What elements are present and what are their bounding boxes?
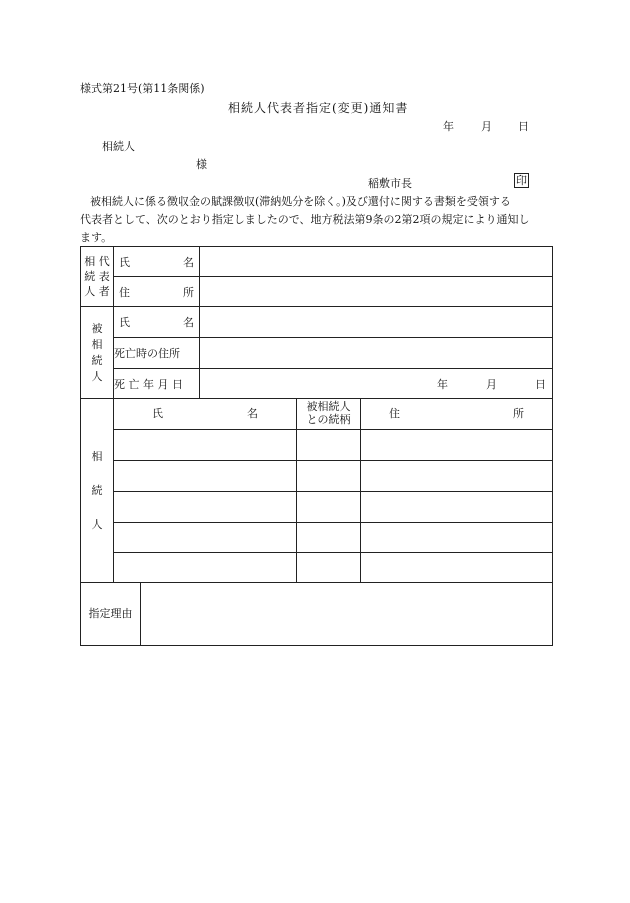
death-date-input-cell[interactable] <box>200 369 553 399</box>
deceased-name-label-cell <box>114 307 200 338</box>
table-row <box>81 491 553 522</box>
heir-address-cell[interactable] <box>361 552 553 582</box>
deceased-name-label-b: 名 <box>183 316 194 329</box>
heirs-col-name-a: 氏 <box>152 407 163 421</box>
reason-input-cell[interactable] <box>141 582 553 645</box>
heir-relation-cell[interactable] <box>297 491 361 522</box>
deceased-name-input-cell[interactable] <box>200 307 553 338</box>
representative-label-cell <box>81 247 114 307</box>
heirs-col-relation <box>297 398 361 429</box>
heirs-label <box>81 448 113 532</box>
label-char: 続 表 <box>84 270 110 283</box>
table-row <box>81 247 553 277</box>
heir-address-cell[interactable] <box>361 522 553 552</box>
table-row <box>81 552 553 582</box>
reason-table <box>80 582 553 646</box>
heirs-col-name-b: 名 <box>247 407 258 421</box>
rep-name-label-a: 氏 <box>119 255 130 269</box>
death-date-month: 月 <box>486 377 497 391</box>
heir-address-cell[interactable] <box>361 460 553 491</box>
heirs-col-address-a: 住 <box>389 407 400 421</box>
label-char: 人 <box>91 369 103 383</box>
deceased-label <box>81 321 113 385</box>
document-title: 相続人代表者指定(変更)通知書 <box>228 101 409 115</box>
heirs-table <box>80 398 553 583</box>
label-char: 被 <box>91 321 103 335</box>
heirs-col-relation-line2: との続柄 <box>306 413 351 427</box>
representative-label <box>81 254 113 299</box>
honorific-sama: 様 <box>196 158 207 171</box>
deceased-label-cell <box>81 307 114 399</box>
reason-label-cell <box>81 582 141 645</box>
rep-address-input-cell[interactable] <box>200 277 553 307</box>
heir-name-cell[interactable] <box>114 552 297 582</box>
label-char: 続 <box>91 353 103 367</box>
date-day-label: 日 <box>518 120 529 133</box>
death-date-label: 死 亡 年 月 日 <box>114 377 183 391</box>
rep-name-label-b: 名 <box>183 255 194 269</box>
deceased-name-label-a: 氏 <box>119 316 130 329</box>
deceased-address-label-cell <box>114 338 200 369</box>
body-text-line-3: ます。 <box>80 231 113 244</box>
issuer-name: 稲敷市長 <box>368 177 412 190</box>
deceased-address-input-cell[interactable] <box>200 338 553 369</box>
table-row <box>81 460 553 491</box>
death-date-day: 日 <box>535 377 546 391</box>
heirs-col-name <box>114 398 297 429</box>
body-text-line-2: 代表者として、次のとおり指定しましたので、地方税法第9条の2第2項の規定により通知し <box>80 213 530 226</box>
seal-stamp-label: 印 <box>516 174 527 187</box>
table-row <box>81 277 553 307</box>
heir-relation-cell[interactable] <box>297 429 361 460</box>
deceased-address-label: 死亡時の住所 <box>114 347 180 360</box>
form-number: 様式第21号(第11条関係) <box>80 82 205 95</box>
heir-name-cell[interactable] <box>114 429 297 460</box>
table-row <box>81 398 553 429</box>
heir-address-cell[interactable] <box>361 429 553 460</box>
reason-label: 指定理由 <box>88 607 133 621</box>
info-table <box>80 246 553 399</box>
heir-relation-cell[interactable] <box>297 552 361 582</box>
rep-address-label-b: 所 <box>183 285 194 299</box>
heirs-label-cell <box>81 398 114 582</box>
heir-relation-cell[interactable] <box>297 522 361 552</box>
label-char: 人 <box>91 517 103 531</box>
date-year-label: 年 <box>443 120 454 133</box>
rep-name-label-cell <box>114 247 200 277</box>
table-row <box>81 429 553 460</box>
addressee-label: 相続人 <box>102 140 135 153</box>
label-char: 相 <box>91 337 103 351</box>
heir-relation-cell[interactable] <box>297 460 361 491</box>
seal-stamp <box>514 173 529 188</box>
table-row <box>81 522 553 552</box>
label-char: 続 <box>91 483 103 497</box>
rep-name-input-cell[interactable] <box>200 247 553 277</box>
table-row <box>81 369 553 399</box>
death-date-label-cell <box>114 369 200 399</box>
heir-name-cell[interactable] <box>114 460 297 491</box>
heir-name-cell[interactable] <box>114 522 297 552</box>
heirs-col-address <box>361 398 553 429</box>
table-row <box>81 582 553 645</box>
heir-name-cell[interactable] <box>114 491 297 522</box>
rep-address-label-a: 住 <box>119 285 130 299</box>
heirs-col-relation-line1: 被相続人 <box>306 400 351 414</box>
date-month-label: 月 <box>481 120 492 133</box>
label-char: 人 者 <box>84 285 110 298</box>
table-row <box>81 338 553 369</box>
heirs-col-address-b: 所 <box>513 407 524 421</box>
rep-address-label-cell <box>114 277 200 307</box>
death-date-year: 年 <box>437 377 448 391</box>
table-row <box>81 307 553 338</box>
body-text-line-1: 被相続人に係る徴収金の賦課徴収(滞納処分を除く。)及び還付に関する書類を受領する <box>90 195 511 208</box>
label-char: 相 <box>91 449 103 463</box>
label-char: 相 代 <box>84 255 110 268</box>
heir-address-cell[interactable] <box>361 491 553 522</box>
